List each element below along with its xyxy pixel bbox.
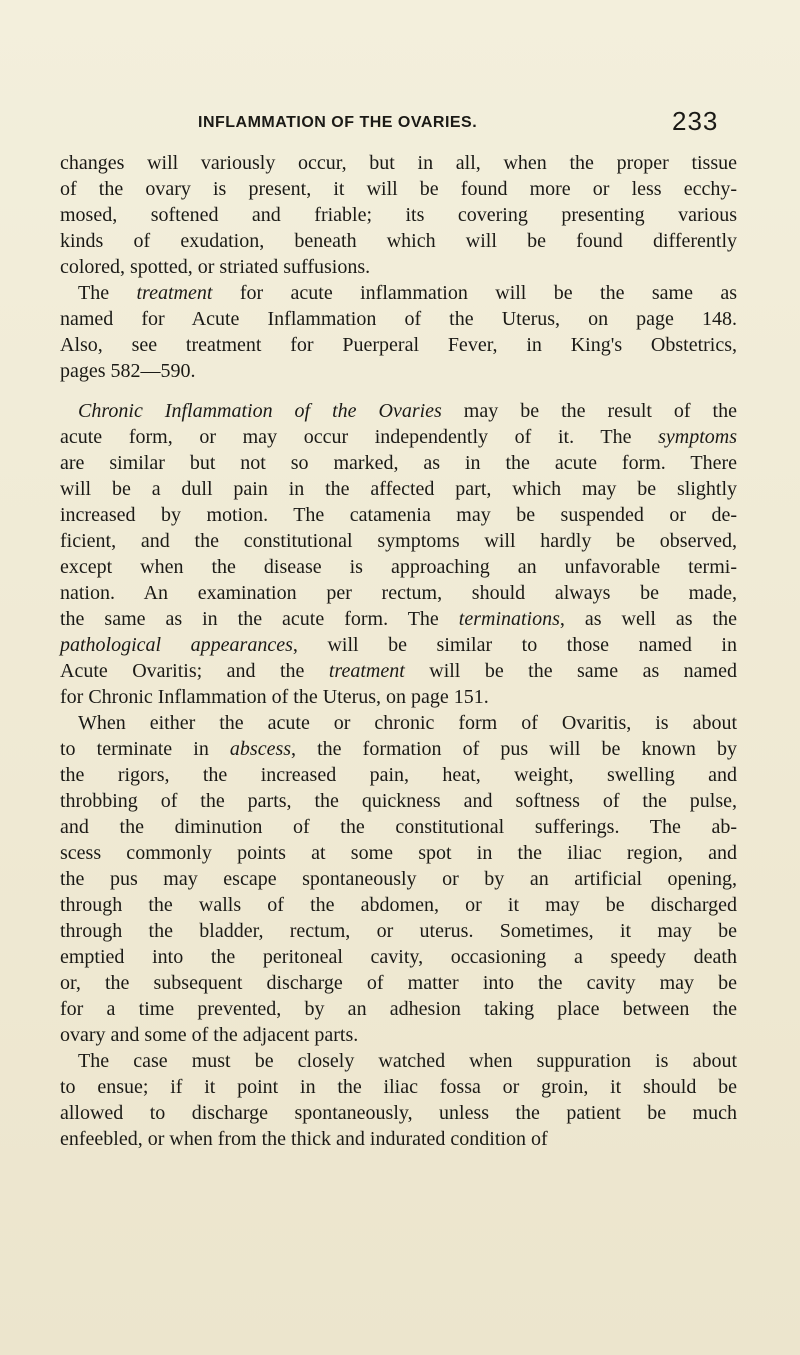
text-run: The case must be closely watched when suppuration is about <box>78 1050 737 1072</box>
text-line <box>60 332 737 358</box>
text-line <box>60 528 737 554</box>
text-run: The <box>78 282 137 304</box>
text-run: for Chronic Inflammation of the Uterus, on page 151. <box>60 686 489 708</box>
text-line <box>60 150 737 176</box>
text-run: When either the acute or chronic form of Ovaritis, is about <box>78 712 737 734</box>
text-line <box>60 202 737 228</box>
text-line <box>60 176 737 202</box>
text-run: or, the subsequent discharge of matter into the cavity may be <box>60 972 737 994</box>
text-line <box>60 398 737 424</box>
text-line <box>60 788 737 814</box>
text-line <box>60 424 737 450</box>
text-run: to terminate in <box>60 738 230 760</box>
text-line <box>60 1126 737 1152</box>
text-run: acute form, or may occur independently of it. The <box>60 426 659 448</box>
text-run: the rigors, the increased pain, heat, weight, swelling and <box>60 764 737 786</box>
text-line <box>60 814 737 840</box>
text-line <box>60 280 737 306</box>
text-line <box>60 892 737 918</box>
text-run: except when the disease is approaching an unfavorable termi- <box>60 556 737 578</box>
text-run: through the bladder, rectum, or uterus. Sometimes, it may be <box>60 920 737 942</box>
text-line <box>60 1022 737 1048</box>
text-line <box>60 658 737 684</box>
text-run: , as well as the <box>559 608 737 630</box>
italic-term: Chronic Inflammation of the Ovaries <box>78 400 442 422</box>
text-run: are similar but not so marked, as in the acute form. There <box>60 452 737 474</box>
text-run: the pus may escape spontaneously or by an artificial opening, <box>60 868 737 890</box>
italic-term: terminations <box>458 608 560 630</box>
text-run: pages 582—590. <box>60 360 196 382</box>
text-run: Acute Ovaritis; and the <box>60 660 329 682</box>
italic-term: treatment <box>328 660 405 682</box>
text-run: mosed, softened and friable; its covering presenting various <box>60 204 737 226</box>
text-line <box>60 502 737 528</box>
text-line <box>60 918 737 944</box>
text-line <box>60 710 737 736</box>
paragraph <box>60 710 737 1048</box>
text-line <box>60 606 737 632</box>
text-line <box>60 970 737 996</box>
text-run: ovary and some of the adjacent parts. <box>60 1024 359 1046</box>
text-line <box>60 1100 737 1126</box>
text-run: named for Acute Inflammation of the Uterus, on page 148. <box>60 308 737 330</box>
text-run: the same as in the acute form. The <box>60 608 459 630</box>
paragraph <box>60 398 737 710</box>
text-line <box>60 554 737 580</box>
italic-term: pathological appearances <box>60 634 293 656</box>
text-run: will be a dull pain in the affected part, which may be slightly <box>60 478 737 500</box>
text-line <box>60 632 737 658</box>
text-line <box>60 580 737 606</box>
text-run: to ensue; if it point in the iliac fossa or groin, it should be <box>60 1076 737 1098</box>
text-line <box>60 762 737 788</box>
text-line <box>60 254 737 280</box>
text-line <box>60 1074 737 1100</box>
text-run: enfeebled, or when from the thick and indurated condition of <box>60 1128 548 1150</box>
text-line <box>60 1048 737 1074</box>
text-run: for a time prevented, by an adhesion taking place between the <box>60 998 737 1020</box>
text-run: scess commonly points at some spot in the iliac region, and <box>60 842 737 864</box>
text-run: changes will variously occur, but in all, when the proper tissue <box>60 152 737 174</box>
text-line <box>60 840 737 866</box>
paragraph-gap <box>60 384 737 398</box>
body-text <box>60 150 737 1152</box>
running-header: INFLAMMATION OF THE OVARIES. <box>198 114 478 131</box>
page-number: 233 <box>672 106 719 136</box>
text-run: ficient, and the constitutional symptoms will hardly be observed, <box>60 530 737 552</box>
text-run: increased by motion. The catamenia may be suspended or de- <box>60 504 737 526</box>
paragraph <box>60 280 737 384</box>
text-line <box>60 684 737 710</box>
italic-term: abscess <box>229 738 292 760</box>
italic-term: symptoms <box>658 426 737 448</box>
text-run: Also, see treatment for Puerperal Fever, in King's Obstetrics, <box>60 334 737 356</box>
text-line <box>60 228 737 254</box>
text-run: for acute inflammation will be the same as <box>212 282 738 304</box>
paragraph <box>60 1048 737 1152</box>
text-run: colored, spotted, or striated suffusions. <box>60 256 371 278</box>
text-line <box>60 996 737 1022</box>
text-line <box>60 944 737 970</box>
italic-term: treatment <box>136 282 213 304</box>
text-run: allowed to discharge spontaneously, unless the patient be much <box>60 1102 737 1124</box>
text-line <box>60 450 737 476</box>
text-run: and the diminution of the constitutional sufferings. The ab- <box>60 816 737 838</box>
text-run: , will be similar to those named in <box>292 634 737 656</box>
text-run: kinds of exudation, beneath which will be found differently <box>60 230 737 252</box>
text-run: nation. An examination per rectum, should always be made, <box>60 582 737 604</box>
text-run: through the walls of the abdomen, or it may be discharged <box>60 894 737 916</box>
text-run: throbbing of the parts, the quickness and softness of the pulse, <box>60 790 737 812</box>
text-run: of the ovary is present, it will be found more or less ecchy- <box>60 178 737 200</box>
text-run: emptied into the peritoneal cavity, occasioning a speedy death <box>60 946 737 968</box>
text-run: , the formation of pus will be known by <box>291 738 737 760</box>
text-line <box>60 866 737 892</box>
text-line <box>60 476 737 502</box>
text-line <box>60 358 737 384</box>
text-line <box>60 306 737 332</box>
paragraph <box>60 150 737 280</box>
text-line <box>60 736 737 762</box>
text-run: may be the result of the <box>441 400 737 422</box>
text-run: will be the same as named <box>404 660 737 682</box>
